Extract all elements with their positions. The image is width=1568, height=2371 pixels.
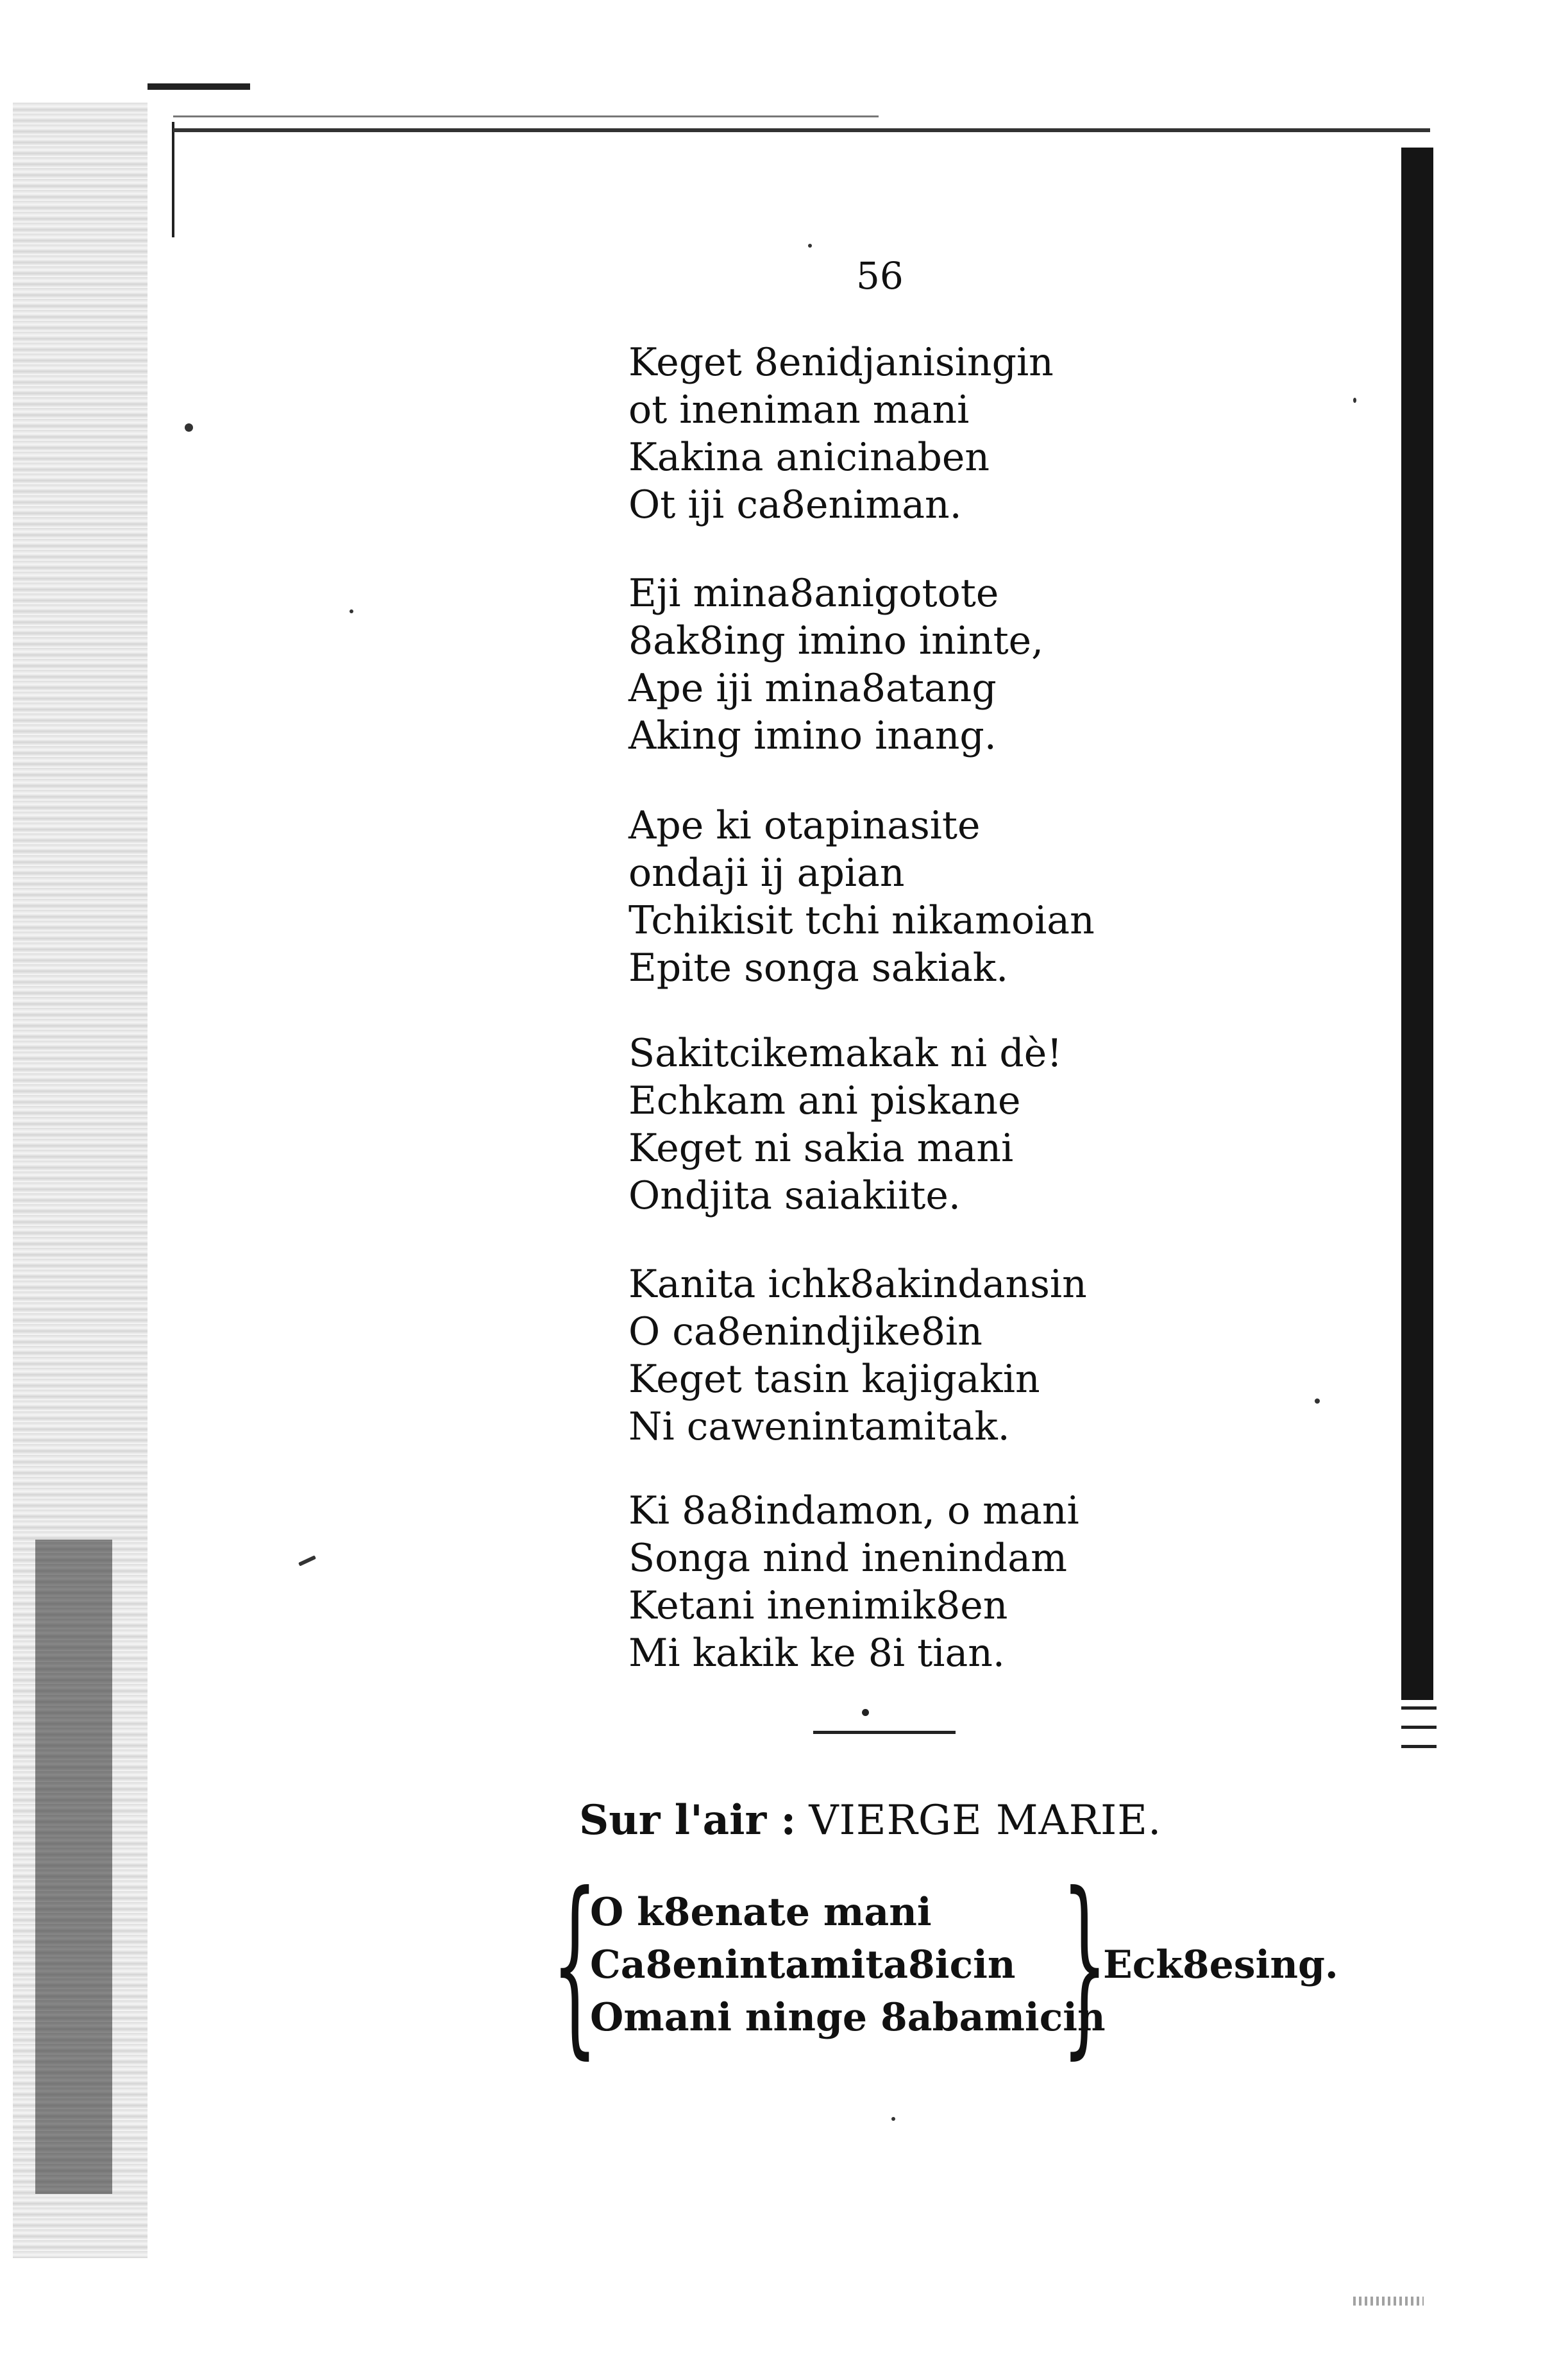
refrain-line: O k8enate mani (590, 1890, 932, 1935)
verse-line: Ondjita saiakiite. (628, 1173, 961, 1218)
verse-line: Ki 8a8indamon, o mani (628, 1488, 1079, 1533)
scan-speck (185, 423, 193, 432)
verse-line: Ketani inenimik8en (628, 1583, 1008, 1628)
scan-gutter-line (172, 122, 174, 237)
scan-right-tick (1401, 1706, 1437, 1710)
page-number: 56 (856, 254, 904, 298)
verse-line: Ape ki otapinasite (628, 803, 981, 848)
scan-right-edge-bar (1401, 148, 1433, 1700)
separator-dot (862, 1709, 869, 1716)
verse-line: O ca8enindjike8in (628, 1309, 982, 1354)
scan-right-tick (1401, 1745, 1437, 1748)
scan-speck (1353, 398, 1356, 403)
verse-line: Sakitcikemakak ni dè! (628, 1031, 1063, 1076)
left-brace: { (552, 1852, 598, 2076)
verse-line: Kanita ichk8akindansin (628, 1262, 1087, 1307)
verse-line: Eji mina8anigotote (628, 571, 999, 616)
verse-line: Ape iji mina8atang (628, 666, 997, 711)
scan-top-mark (148, 83, 250, 90)
section-separator (813, 1731, 956, 1734)
verse-line: Tchikisit tchi nikamoian (628, 898, 1095, 943)
verse-line: Echkam ani piskane (628, 1078, 1021, 1123)
scan-top-rule (173, 128, 1430, 132)
scan-gutter-dark-patch (35, 1540, 112, 2194)
scan-speck (298, 1555, 316, 1566)
scan-right-tick (1401, 1726, 1437, 1729)
verse-line: Aking imino inang. (628, 713, 997, 758)
scan-top-faint-rule (173, 115, 879, 117)
verse-line: ondaji ij apian (628, 851, 905, 896)
right-brace: } (1061, 1852, 1108, 2076)
verse-line: Keget tasin kajigakin (628, 1357, 1040, 1402)
stanza (628, 570, 1043, 760)
scan-speck (350, 609, 353, 613)
refrain-tail: Eck8esing. (1103, 1942, 1338, 1987)
refrain-line: Omani ninge 8abamicin (590, 1995, 1106, 2040)
verse-line: 8ak8ing imino ininte, (628, 618, 1044, 663)
tune-title: VIERGE MARIE. (809, 1797, 1162, 1844)
refrain-lines (590, 1886, 1106, 2044)
verse-line: Epite songa sakiak. (628, 946, 1009, 990)
scan-speck (1315, 1398, 1320, 1404)
scan-speck (891, 2117, 895, 2121)
tune-label: Sur l'air : (579, 1796, 797, 1844)
scan-speck (808, 244, 812, 248)
stanza (628, 1487, 1079, 1677)
scan-corner-mark (1353, 2297, 1424, 2306)
stanza (628, 802, 1095, 992)
refrain-block (552, 1852, 1372, 2076)
stanza (628, 1030, 1062, 1219)
stanza (628, 339, 1054, 529)
refrain-line: Ca8enintamita8icin (590, 1942, 1016, 1987)
verse-line: Keget 8enidjanisingin (628, 340, 1054, 385)
verse-line: Songa nind inenindam (628, 1536, 1067, 1581)
tune-heading (579, 1796, 1161, 1845)
verse-line: Keget ni sakia mani (628, 1126, 1014, 1171)
verse-line: Ni cawenintamitak. (628, 1404, 1010, 1449)
verse-line: Ot iji ca8eniman. (628, 482, 962, 527)
verse-line: ot ineniman mani (628, 387, 970, 432)
verse-line: Mi kakik ke 8i tian. (628, 1631, 1005, 1676)
verse-line: Kakina anicinaben (628, 435, 990, 480)
stanza (628, 1261, 1087, 1450)
